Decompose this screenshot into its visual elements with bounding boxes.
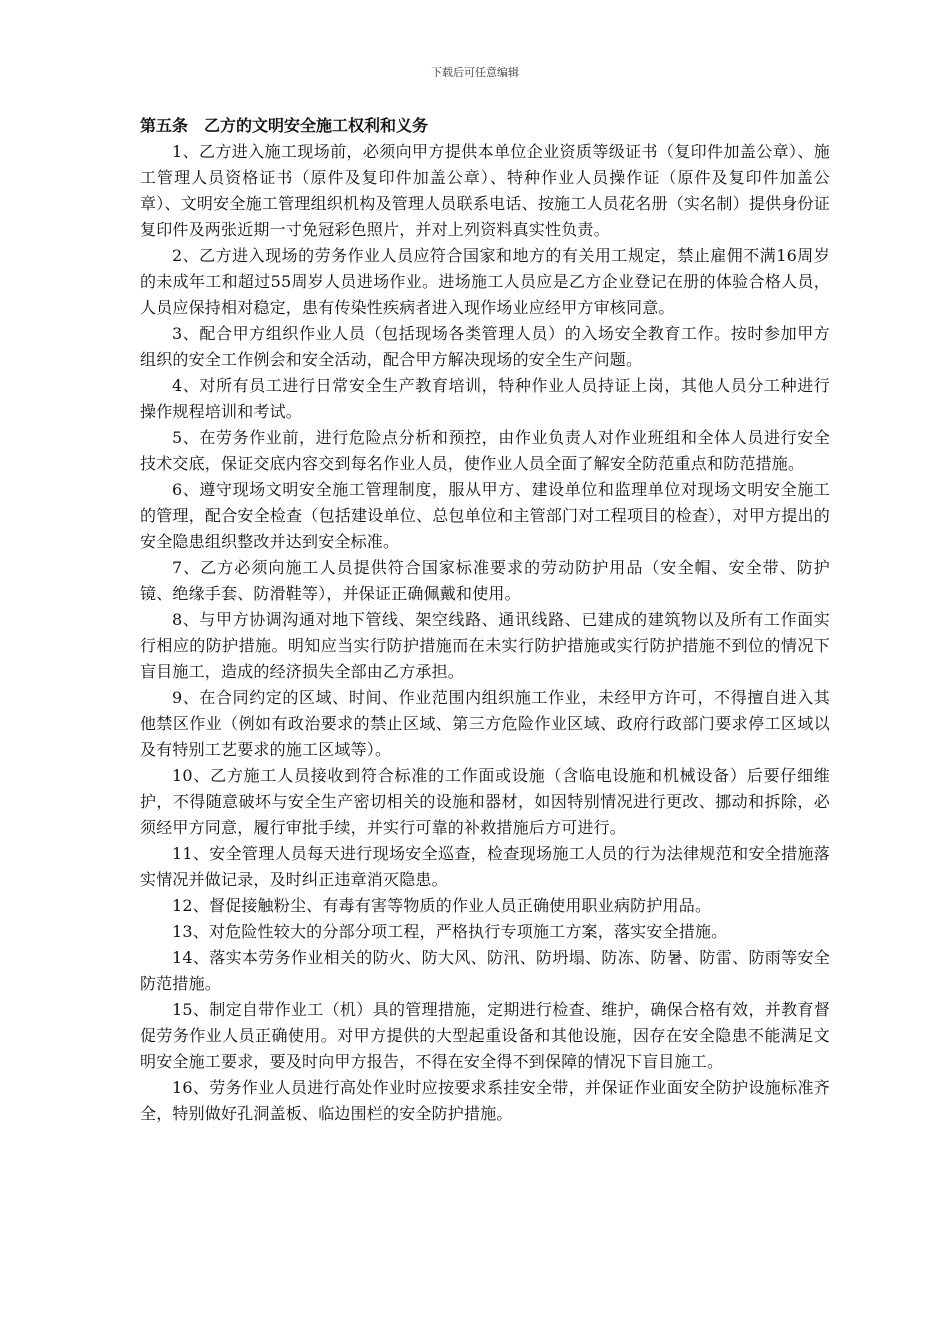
clause-7: 7、乙方必须向施工人员提供符合国家标准要求的劳动防护用品（安全帽、安全带、防护镜、绝缘手套、防滑鞋等），并保证正确佩戴和使用。 [140, 558, 830, 603]
clause-12: 12、督促接触粉尘、有毒有害等物质的作业人员正确使用职业病防护用品。 [172, 896, 712, 915]
clause-14: 14、落实本劳务作业相关的防火、防大风、防汛、防坍塌、防冻、防暑、防雷、防雨等安全防范措施。 [140, 948, 830, 993]
clause-11: 11、安全管理人员每天进行现场安全巡查，检查现场施工人员的行为法律规范和安全措施落实情况并做记录，及时纠正违章消灭隐患。 [140, 844, 830, 889]
clause-3: 3、配合甲方组织作业人员（包括现场各类管理人员）的入场安全教育工作。按时参加甲方组织的安全工作例会和安全活动，配合甲方解决现场的安全生产问题。 [140, 324, 830, 369]
article-title: 第五条 乙方的文明安全施工权利和义务 [140, 116, 429, 135]
page-header-note: 下载后可任意编辑 [431, 66, 519, 79]
clause-13: 13、对危险性较大的分部分项工程，严格执行专项施工方案，落实安全措施。 [172, 922, 728, 941]
clause-2: 2、乙方进入现场的劳务作业人员应符合国家和地方的有关用工规定，禁止雇佣不满16周岁的未成年工和超过55周岁人员进场作业。进场施工人员应是乙方企业登记在册的体验合格人员，人员应保持相对稳定，患有传染性疾病者进入现作场业应经甲方审核同意。 [140, 246, 830, 317]
clause-15: 15、制定自带作业工（机）具的管理措施，定期进行检查、维护，确保合格有效，并教育督促劳务作业人员正确使用。对甲方提供的大型起重设备和其他设施，因存在安全隐患不能满足文明安全施工要求，要及时向甲方报告，不得在安全得不到保障的情况下盲目施工。 [140, 1000, 830, 1071]
clause-10: 10、乙方施工人员接收到符合标准的工作面或设施（含临电设施和机械设备）后要仔细维护，不得随意破坏与安全生产密切相关的设施和器材，如因特别情况进行更改、挪动和拆除，必须经甲方同意，履行审批手续，并实行可靠的补救措施后方可进行。 [140, 766, 830, 837]
clause-6: 6、遵守现场文明安全施工管理制度，服从甲方、建设单位和监理单位对现场文明安全施工的管理，配合安全检查（包括建设单位、总包单位和主管部门对工程项目的检查），对甲方提出的安全隐患组织整改并达到安全标准。 [140, 480, 830, 551]
clause-5: 5、在劳务作业前，进行危险点分析和预控，由作业负责人对作业班组和全体人员进行安全技术交底，保证交底内容交到每名作业人员，使作业人员全面了解安全防范重点和防范措施。 [140, 428, 830, 473]
document-body [140, 112, 830, 1127]
clause-16: 16、劳务作业人员进行高处作业时应按要求系挂安全带，并保证作业面安全防护设施标准齐全，特别做好孔洞盖板、临边围栏的安全防护措施。 [140, 1078, 830, 1123]
clause-8: 8、与甲方协调沟通对地下管线、架空线路、通讯线路、已建成的建筑物以及所有工作面实行相应的防护措施。明知应当实行防护措施而在未实行防护措施或实行防护措施不到位的情况下盲目施工，造成的经济损失全部由乙方承担。 [140, 610, 830, 681]
clause-4: 4、对所有员工进行日常安全生产教育培训，特种作业人员持证上岗，其他人员分工种进行操作规程培训和考试。 [140, 376, 830, 421]
clause-1: 1、乙方进入施工现场前，必须向甲方提供本单位企业资质等级证书（复印件加盖公章）、施工管理人员资格证书（原件及复印件加盖公章）、特种作业人员操作证（原件及复印件加盖公章）、文明安全施工管理组织机构及管理人员联系电话、按施工人员花名册（实名制）提供身份证复印件及两张近期一寸免冠彩色照片，并对上列资料真实性负责。 [140, 142, 830, 239]
clause-9: 9、在合同约定的区域、时间、作业范围内组织施工作业，未经甲方许可，不得擅自进入其他禁区作业（例如有政治要求的禁止区域、第三方危险作业区域、政府行政部门要求停工区域以及有特别工艺要求的施工区域等）。 [140, 688, 830, 759]
